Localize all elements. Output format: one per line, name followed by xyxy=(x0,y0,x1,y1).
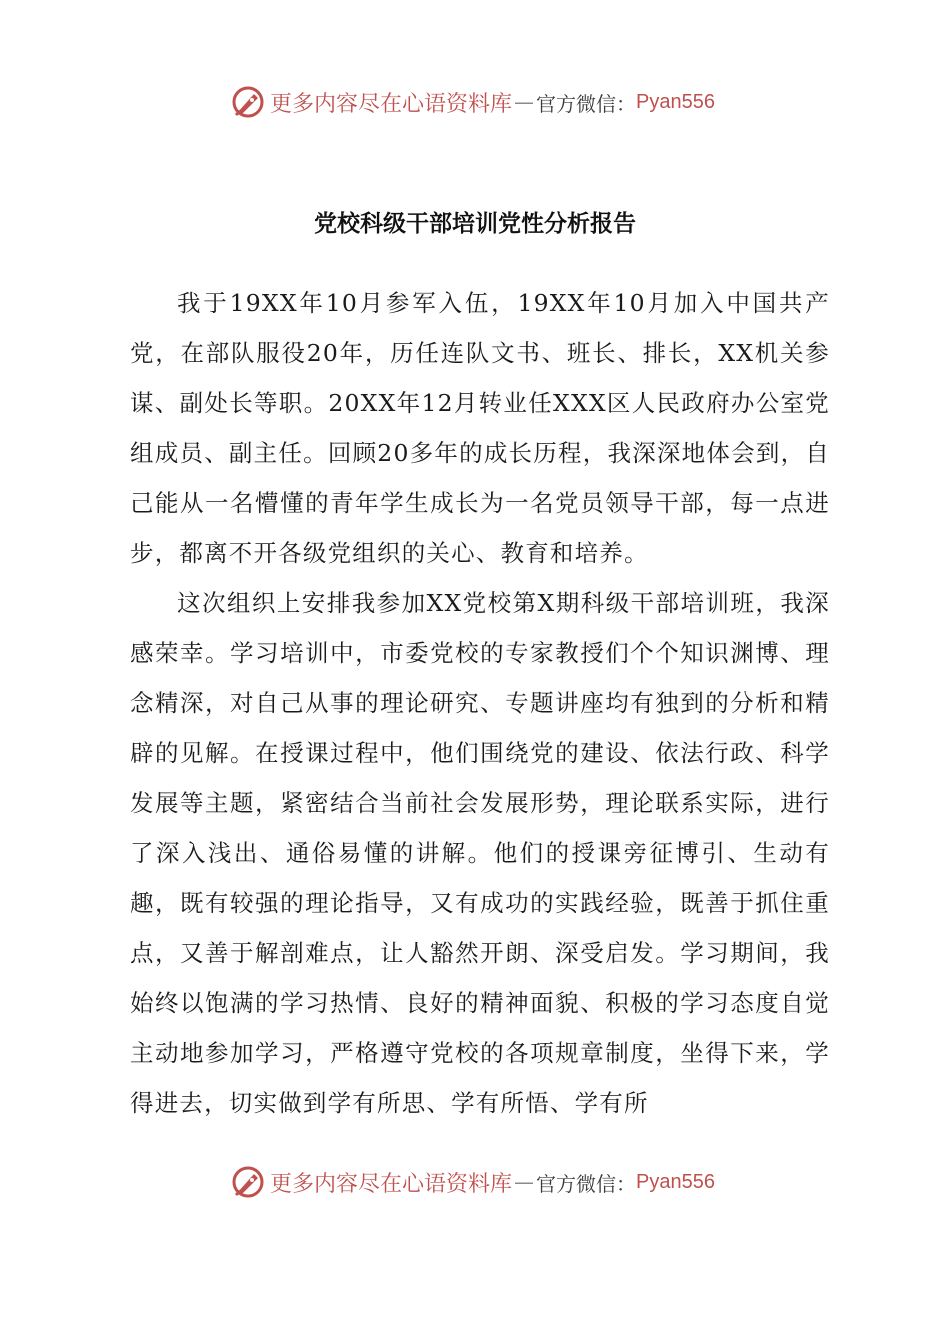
wechat-id: Pyan556 xyxy=(636,90,715,113)
footer-banner xyxy=(230,1162,715,1202)
library-slogan: 更多内容尽在心语资料库 xyxy=(270,1171,513,1197)
wechat-label: 官方微信： xyxy=(536,91,637,116)
pen-logo-icon xyxy=(230,1164,266,1200)
paragraph-1: 我于19XX年10月参军入伍，19XX年10月加入中国共产党，在部队服役20年，历任连队文书、班长、排长，XX机关参谋、副处长等职。20XX年12月转业任XXX区人民政府办公室党组成员、副主任。回顾20多年的成长历程，我深深地体会到，自己能从一名懵懂的青年学生成长为一名党员领导干部，每一点进步，都离不开各级党组织的关心、教育和培养。 xyxy=(130,289,830,567)
document-title: 党校科级干部培训党性分析报告 xyxy=(314,210,636,237)
pen-logo-icon xyxy=(230,84,266,120)
library-slogan: 更多内容尽在心语资料库 xyxy=(270,91,513,117)
banner-dash: — xyxy=(514,1170,535,1194)
document-body xyxy=(130,278,830,1128)
paragraph-2: 这次组织上安排我参加XX党校第X期科级干部培训班，我深感荣幸。学习培训中，市委党校的专家教授们个个知识渊博、理念精深，对自己从事的理论研究、专题讲座均有独到的分析和精辟的见解。在授课过程中，他们围绕党的建设、依法行政、科学发展等主题，紧密结合当前社会发展形势，理论联系实际，进行了深入浅出、通俗易懂的讲解。他们的授课旁征博引、生动有趣，既有较强的理论指导，又有成功的实践经验，既善于抓住重点，又善于解剖难点，让人豁然开朗、深受启发。学习期间，我始终以饱满的学习热情、良好的精神面貌、积极的学习态度自觉主动地参加学习，严格遵守党校的各项规章制度，坐得下来，学得进去，切实做到学有所思、学有所悟、学有所 xyxy=(130,589,830,1117)
banner-dash: — xyxy=(514,90,535,114)
wechat-id: Pyan556 xyxy=(636,1170,715,1193)
wechat-label: 官方微信： xyxy=(536,1171,637,1196)
header-banner xyxy=(230,82,715,122)
